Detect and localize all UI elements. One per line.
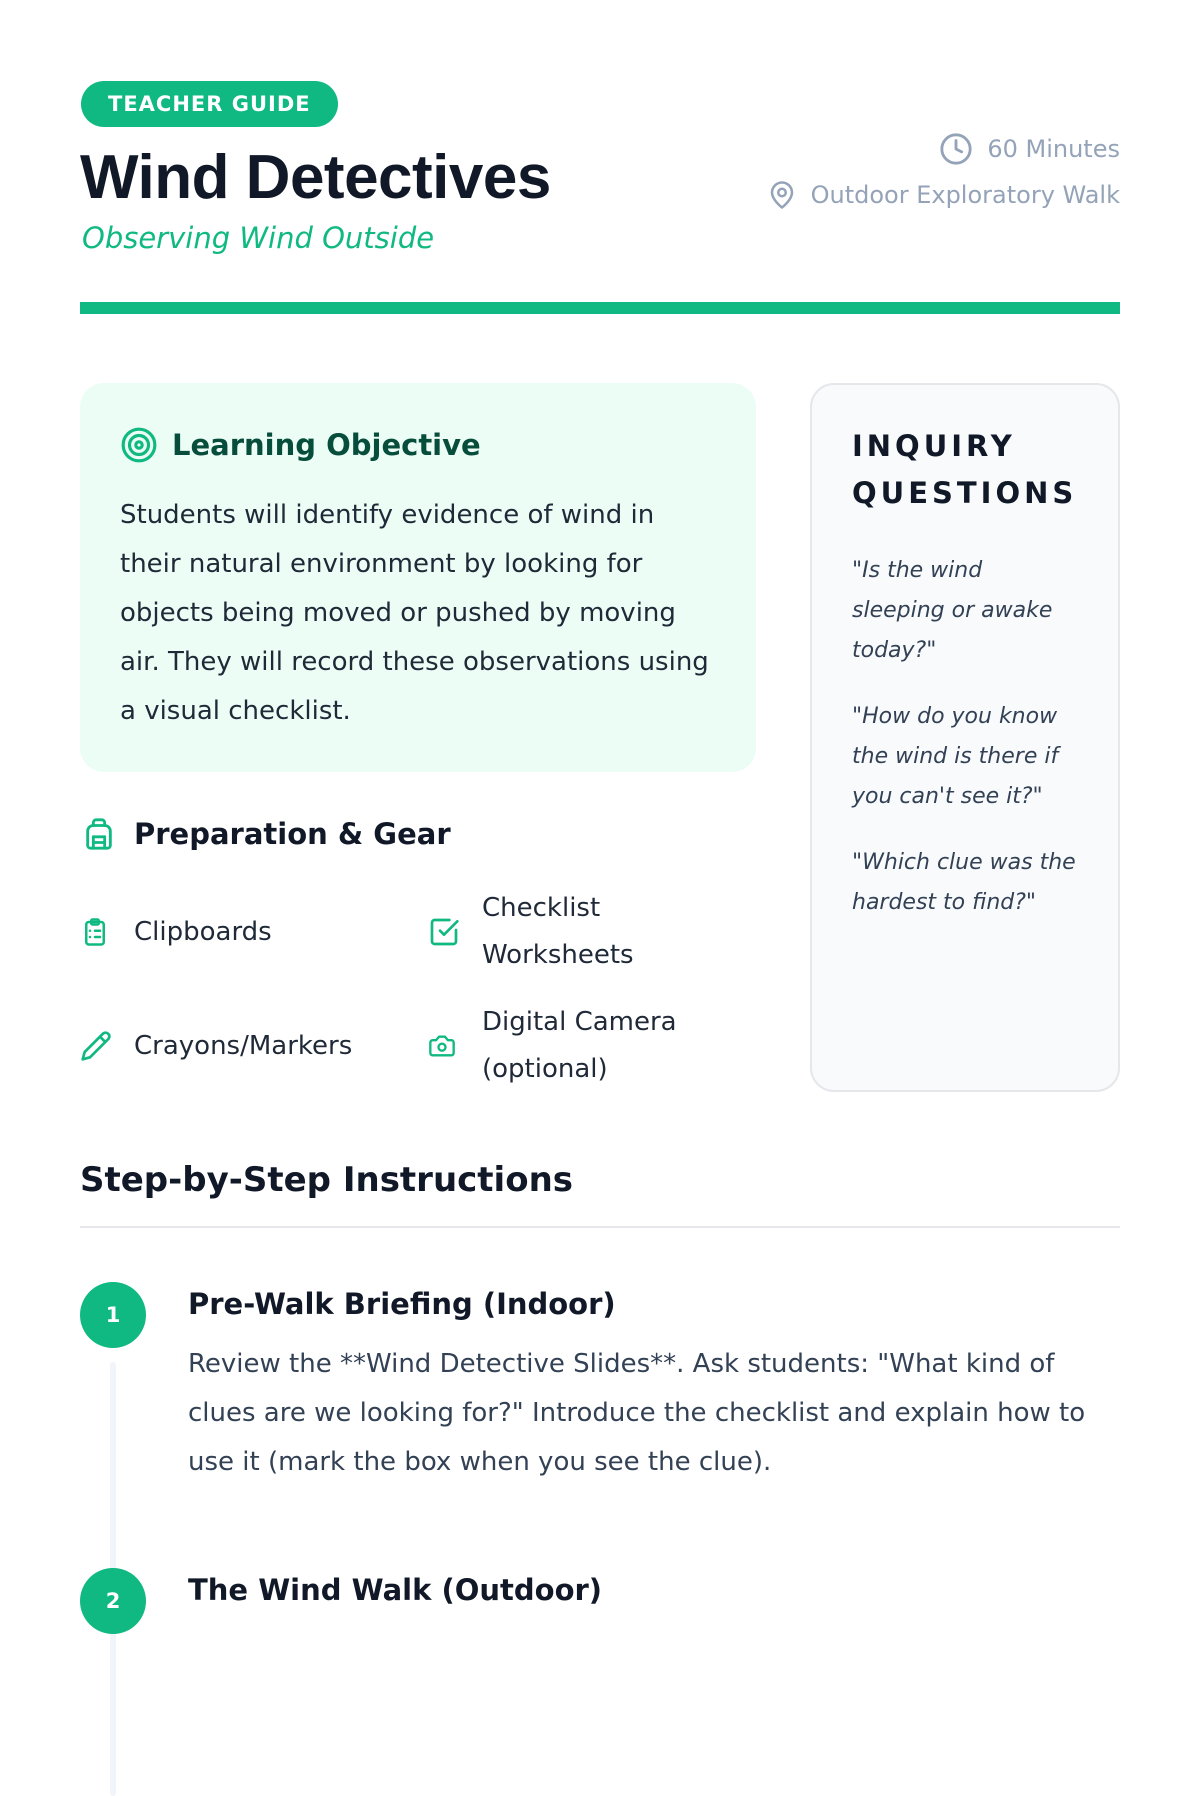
gear-item	[428, 999, 756, 1093]
step-number: 1	[80, 1282, 146, 1348]
learning-objective-card	[80, 383, 756, 772]
gear-item	[428, 885, 756, 979]
preparation-header	[82, 815, 451, 853]
location-meta	[767, 178, 1120, 212]
inquiry-questions-card	[810, 383, 1120, 1092]
gear-label: Clipboards	[134, 916, 272, 947]
inquiry-question: "Which clue was the hardest to find?"	[852, 850, 1076, 915]
teacher-guide-badge: TEACHER GUIDE	[81, 81, 338, 127]
step-title: Pre-Walk Briefing (Indoor)	[188, 1287, 616, 1321]
pencil-icon	[80, 1030, 112, 1062]
clock-icon	[939, 132, 973, 166]
camera-icon	[428, 1032, 456, 1060]
backpack-icon	[82, 815, 116, 853]
step-number: 2	[80, 1568, 146, 1634]
header-divider	[80, 302, 1120, 314]
location-text: Outdoor Exploratory Walk	[810, 181, 1120, 209]
gear-item	[80, 885, 428, 979]
steps-title: Step-by-Step Instructions	[80, 1160, 574, 1200]
gear-label: Digital Camera (optional)	[482, 1007, 677, 1084]
page-subtitle: Observing Wind Outside	[82, 221, 435, 255]
steps-divider	[80, 1226, 1120, 1228]
target-icon	[120, 426, 158, 464]
preparation-title: Preparation & Gear	[134, 817, 451, 851]
inquiry-question: "How do you know the wind is there if you can't see it?"	[852, 704, 1059, 809]
page-title: Wind Detectives	[80, 143, 551, 212]
duration-meta	[939, 132, 1120, 166]
step-text: Review the **Wind Detective Slides**. Ask students: "What kind of clues are we looking for?" Introduce the checklist and explain how to use it (mark the box when you see the clue).	[188, 1349, 1086, 1477]
gear-item	[80, 999, 428, 1093]
objective-text: Students will identify evidence of wind in their natural environment by looking for objects being moved or pushed by moving air. They will record these observations using a visual checklist.	[120, 500, 709, 726]
duration-text: 60 Minutes	[987, 135, 1120, 163]
map-pin-icon	[767, 178, 797, 212]
objective-title: Learning Objective	[172, 428, 481, 462]
gear-label: Crayons/Markers	[134, 1030, 353, 1061]
gear-list	[80, 885, 756, 1093]
step-title: The Wind Walk (Outdoor)	[188, 1573, 603, 1607]
clipboard-icon	[80, 916, 110, 948]
checkbox-icon	[428, 916, 460, 948]
gear-label: Checklist Worksheets	[482, 893, 634, 970]
inquiry-title: INQUIRY QUESTIONS	[852, 429, 1078, 510]
inquiry-question: "Is the wind sleeping or awake today?"	[852, 558, 1053, 663]
